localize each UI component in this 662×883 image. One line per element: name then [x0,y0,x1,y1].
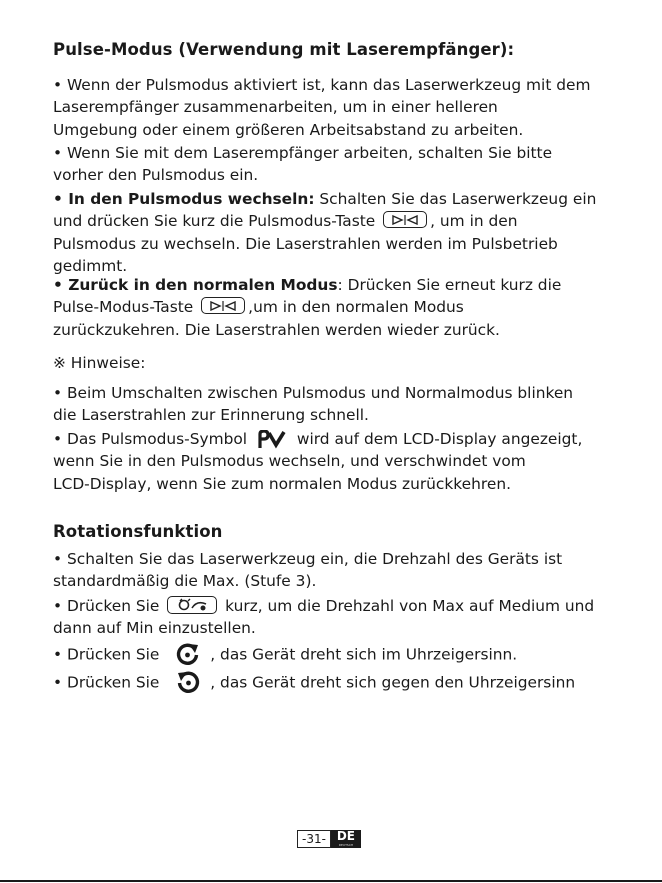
text-fragment: • Drücken Sie [53,673,160,692]
text-line: • Beim Umschalten zwischen Pulsmodus und Normalmodus blinken [53,384,574,402]
rotation-paragraph-1 [53,548,613,593]
note-2 [53,428,613,495]
pulse-paragraph-2 [53,142,613,187]
rotate-clockwise-icon [174,642,202,668]
text-fragment: kurz, um die Drehzahl von Max auf Medium und [220,597,595,615]
text-fragment: Schalten Sie das Laserwerkzeug ein [314,190,597,208]
page-number: -31- [297,830,331,848]
text-fragment: , das Gerät dreht sich im Uhrzeigersinn. [210,645,518,664]
text-line: Laserempfänger zusammenarbeiten, um in einer helleren [53,98,498,117]
pulse-button-icon [383,211,427,228]
page-footer [297,830,361,848]
pulse-paragraph-exit [53,274,613,341]
text-fragment: • Das Pulsmodus-Symbol [53,430,248,448]
rotation-heading: Rotationsfunktion [53,522,223,541]
text-line: vorher den Pulsmodus ein. [53,166,259,185]
pulse-button-icon [201,297,245,314]
rotation-paragraph-2 [53,595,613,640]
text-line: zurückzukehren. Die Laserstrahlen werden wieder zurück. [53,320,500,339]
text-fragment: , das Gerät dreht sich gegen den Uhrzeigersinn [210,673,576,692]
enter-pulse-lead: • In den Pulsmodus wechseln: [53,190,315,208]
text-line [53,595,613,617]
language-badge [331,830,361,848]
exit-pulse-lead: • Zurück in den normalen Modus [53,276,338,294]
text-fragment: • Drücken Sie [53,645,160,664]
text-line: Umgebung oder einem größeren Arbeitsabstand zu arbeiten. [53,120,524,139]
text-fragment: Pulse-Modus-Taste [53,298,194,317]
text-line: • Wenn der Pulsmodus aktiviert ist, kann das Laserwerkzeug mit dem [53,76,591,94]
text-line [53,642,613,664]
text-line: Pulsmodus zu wechseln. Die Laserstrahlen werden im Pulsbetrieb [53,234,558,253]
rotation-paragraph-4 [53,670,613,692]
text-line [53,210,613,232]
text-fragment: ,um in den normalen Modus [248,298,464,317]
text-line: die Laserstrahlen zur Erinnerung schnell. [53,406,369,425]
text-line: • Schalten Sie das Laserwerkzeug ein, die Drehzahl des Geräts ist [53,550,563,568]
text-line [53,274,613,296]
text-fragment: wird auf dem LCD-Display angezeigt, [291,430,583,448]
text-line [53,188,613,210]
language-name: DEUTSCH [338,843,354,847]
bottom-divider [0,880,662,882]
text-line [53,428,613,450]
text-fragment: und drücken Sie kurz die Pulsmodus-Taste [53,212,376,231]
notes-heading: ※ Hinweise: [53,354,146,372]
pulse-mode-heading: Pulse-Modus (Verwendung mit Laserempfänger): [53,40,515,59]
text-line [53,296,613,318]
text-line: • Wenn Sie mit dem Laserempfänger arbeiten, schalten Sie bitte [53,144,553,162]
text-line: dann auf Min einzustellen. [53,619,256,638]
text-line [53,670,613,692]
note-1 [53,382,613,427]
language-code: DE [336,829,356,843]
pulse-paragraph-1 [53,74,613,141]
text-line: gedimmt. [53,256,128,275]
text-fragment: : Drücken Sie erneut kurz die [337,276,562,294]
rotate-counterclockwise-icon [174,670,202,696]
text-fragment: , um in den [430,212,518,231]
speed-button-icon [167,596,217,614]
rotation-paragraph-3 [53,642,613,664]
text-line: standardmäßig die Max. (Stufe 3). [53,572,317,591]
text-fragment: • Drücken Sie [53,597,160,615]
text-line: wenn Sie in den Pulsmodus wechseln, und verschwindet vom [53,452,526,471]
pulse-mode-symbol-icon [258,430,288,450]
pulse-paragraph-enter [53,188,613,277]
text-line: LCD-Display, wenn Sie zum normalen Modus zurückkehren. [53,474,511,493]
